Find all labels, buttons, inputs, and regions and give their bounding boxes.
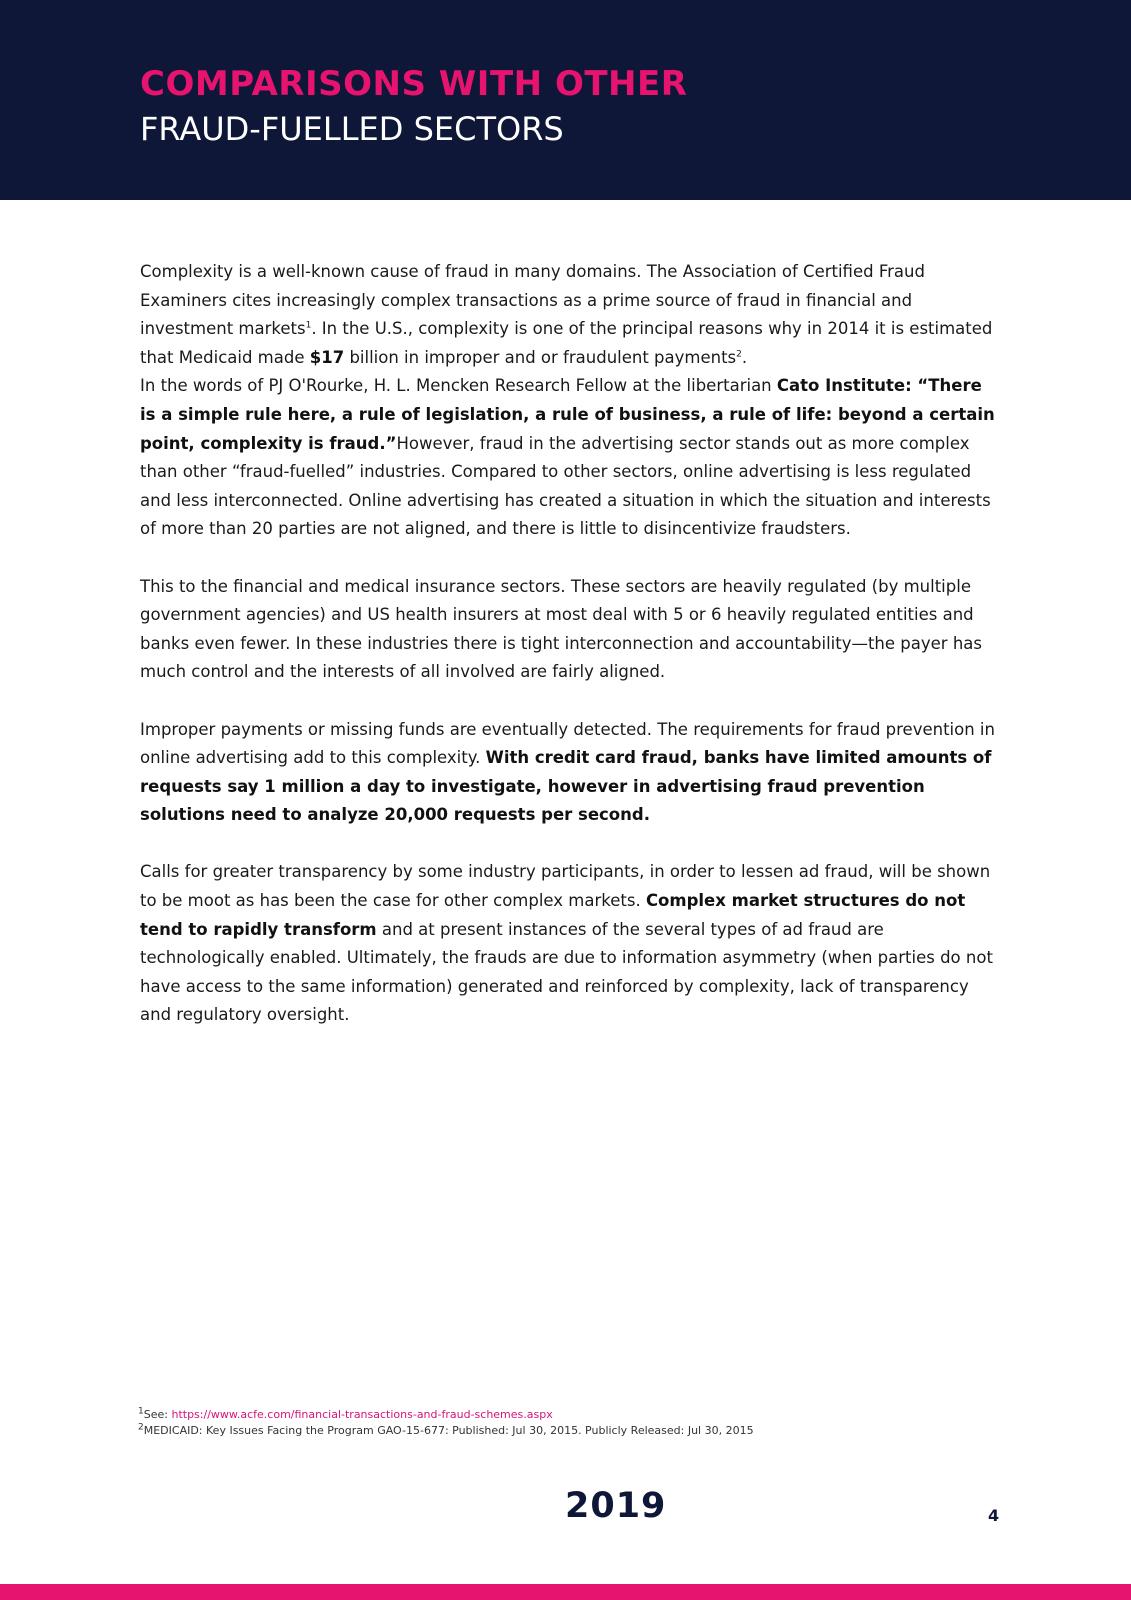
paragraph-3 (140, 716, 1000, 830)
paragraph-1-text: . (741, 347, 748, 367)
paragraph-1-text: . In the U.S., complexity is one of the principal reasons why in 2014 it is estimated that Medicaid made (140, 319, 993, 367)
amount-highlight: $17 (309, 347, 345, 367)
footnote-1-number: 1 (138, 1406, 144, 1417)
paragraph-1-text: billion in improper and or fraudulent payments (344, 347, 737, 367)
page-title-accent: COMPARISONS WITH OTHER (140, 64, 688, 104)
page-title: FRAUD-FUELLED SECTORS (140, 110, 564, 148)
paragraph-4-text: and at present instances of the several types of ad fraud are technologically enabled. Ultimately, the frauds are due to information asymmetry (when parties do not have access to the same information) generated and reinforced by complexity, lack of transparency and regulatory oversight. (140, 919, 993, 1025)
paragraph-1-text: However, fraud in the advertising sector stands out as more complex than other “fraud-fuelled” industries. Compared to other sectors, online advertising is less regulated and less interconnected. Online advertising has created a situation in which the situation and interests of more than 20 parties are not aligned, and there is little to disincentivize fraudsters. (140, 433, 991, 539)
footnote-ref-1: 1 (305, 320, 312, 331)
footnote-2-number: 2 (138, 1422, 144, 1433)
header-banner (0, 0, 1131, 200)
body-text (140, 258, 1000, 1059)
paragraph-1 (140, 258, 1000, 544)
bottom-accent-bar (0, 1584, 1131, 1600)
footnotes (138, 1407, 1018, 1439)
paragraph-3-highlight: With credit card fraud, banks have limited amounts of requests say 1 million a day to investigate, however in advertising fraud prevention solutions need to analyze 20,000 requests per second. (140, 748, 992, 825)
footnote-2-text: MEDICAID: Key Issues Facing the Program GAO-15-677: Published: Jul 30, 2015. Publicly Released: Jul 30, 2015 (143, 1424, 754, 1437)
paragraph-1-text: Complexity is a well-known cause of fraud in many domains. The Association of Certified Fraud Examiners cites increasingly complex transactions as a prime source of fraud in financial and investment markets (140, 262, 925, 339)
paragraph-4-text: Calls for greater transparency by some industry participants, in order to lessen ad fraud, will be shown to be moot as has been the case for other complex markets. (140, 862, 991, 911)
footnote-2 (138, 1423, 1018, 1439)
quote-highlight: Cato Institute: “There is a simple rule here, a rule of legislation, a rule of business, a rule of life: beyond a certain point, complexity is fraud.” (140, 376, 995, 453)
footnote-1 (138, 1407, 1018, 1423)
footer-year: 2019 (565, 1486, 667, 1526)
footnote-1-label: See: (143, 1408, 172, 1421)
paragraph-3-text: Improper payments or missing funds are eventually detected. The requirements for fraud prevention in online advertising add to this complexity. (140, 719, 995, 768)
paragraph-4-highlight: Complex market structures do not tend to rapidly transform (140, 891, 966, 939)
paragraph-2: This to the financial and medical insurance sectors. These sectors are heavily regulated (by multiple government agencies) and US health insurers at most deal with 5 or 6 heavily regulated entities and banks even fewer. In these industries there is tight interconnection and accountability—the payer has much control and the interests of all involved are fairly aligned. (140, 576, 982, 682)
paragraph-4 (140, 858, 1000, 1030)
page-number: 4 (988, 1506, 1000, 1525)
footnote-1-link[interactable]: https://www.acfe.com/financial-transactions-and-fraud-schemes.aspx (171, 1408, 553, 1421)
paragraph-1-text: In the words of PJ O'Rourke, H. L. Mencken Research Fellow at the libertarian (140, 376, 777, 396)
footnote-ref-2: 2 (736, 349, 742, 360)
